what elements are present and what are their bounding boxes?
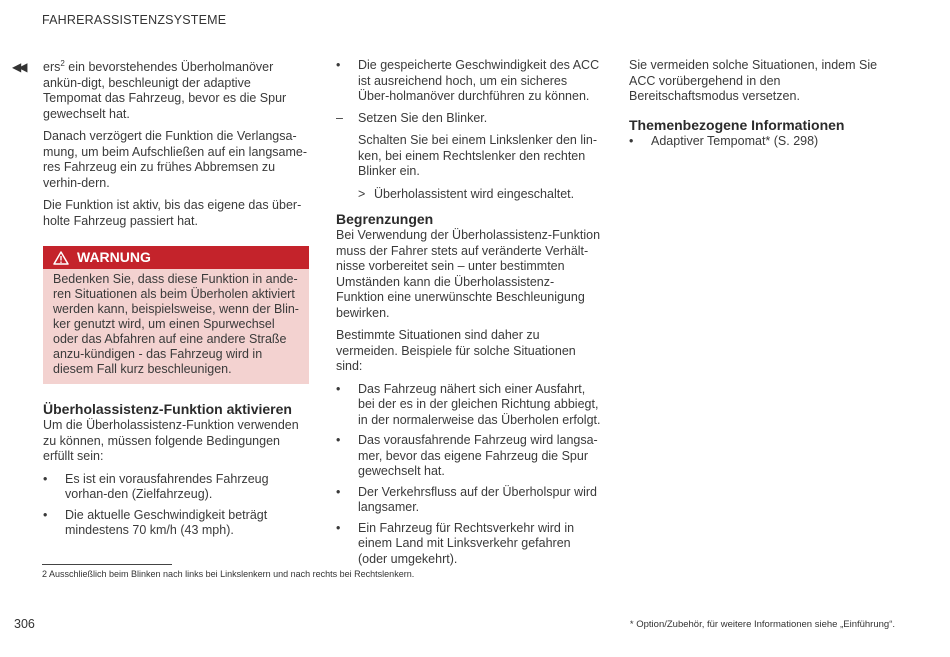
paragraph: Um die Überholassistenz-Funktion verwenden zu können, müssen folgende Bedingungen erfüllt sein:	[43, 418, 299, 463]
back-arrows-icon[interactable]: ◀◀	[12, 60, 25, 74]
option-note: * Option/Zubehör, für weitere Informationen siehe „Einführung“.	[629, 619, 895, 630]
list-item: • Der Verkehrsfluss auf der Überholspur wird langsamer.	[336, 484, 597, 514]
bullet-list	[336, 382, 601, 568]
warning-header	[43, 246, 309, 269]
step-item: – Setzen Sie den Blinker.	[336, 110, 488, 125]
paragraph: Bei Verwendung der Überholassistenz-Funktion muss der Fahrer stets auf veränderte Verhält-nisse vorbereitet sein – unter bestimmten Umständen kann die Überholassistenz-Funktion eine unerwünschte Beschleunigung bewirken.	[336, 228, 601, 320]
section-title: Begrenzungen	[336, 211, 434, 227]
bullet-list	[336, 58, 601, 105]
paragraph: ers$^2$ ein bevorstehendes Überholmanöver ankün-digt, beschleunigt der adaptive Tempomat das Fahrzeug, bevor es die Spur gewechselt hat.	[43, 58, 287, 121]
related-links	[629, 134, 889, 150]
bullet-list	[43, 472, 309, 539]
list-item: • Das Fahrzeug nähert sich einer Ausfahrt, bei der es in der gleichen Richtung abbiegt, in der normalerweise das Überholen erfolgt.	[336, 381, 601, 427]
footnote-divider	[42, 564, 172, 565]
list-item: • Das vorausfahrende Fahrzeug wird langsa-mer, bevor das eigene Fahrzeug die Spur gewechselt hat.	[336, 433, 598, 478]
column-middle	[336, 58, 601, 573]
warning-box	[43, 246, 309, 384]
footnote-ref[interactable]: 2	[60, 58, 65, 68]
paragraph: Sie vermeiden solche Situationen, indem Sie ACC vorübergehend in den Bereitschaftsmodus versetzen.	[629, 58, 878, 103]
warning-title: WARNUNG	[77, 248, 151, 265]
column-right	[629, 58, 889, 155]
step-result: > Überholassistent wird eingeschaltet.	[358, 186, 575, 201]
list-item: • Die gespeicherte Geschwindigkeit des ACC ist ausreichend hoch, um ein sicheres Über-holmanöver durchführen zu können.	[336, 58, 600, 103]
related-link[interactable]: • Adaptiver Tempomat* (S. 298)	[629, 133, 819, 148]
warning-text: Bedenken Sie, dass diese Funktion in ande-ren Situationen als beim Überholen aktiviert werden kann, beispielsweise, wenn der Blin-ker genutzt wird, um einen Spurwechsel oder das Abfahren auf eine andere Straße anzu-kündigen - das Fahrzeug wird in diesem Fall kurz beschleunigen.	[53, 272, 299, 376]
list-item: • Es ist ein vorausfahrendes Fahrzeug vorhan-den (Zielfahrzeug).	[43, 471, 269, 501]
footnote: 2 Ausschließlich beim Blinken nach links bei Linkslenkern und nach rechts bei Rechtslenkern.	[42, 569, 415, 579]
page-number: 306	[14, 617, 35, 631]
list-item: • Ein Fahrzeug für Rechtsverkehr wird in einem Land mit Linksverkehr gefahren (oder umgekehrt).	[336, 520, 575, 566]
column-left	[43, 60, 309, 545]
list-item: • Die aktuelle Geschwindigkeit beträgt mindestens 70 km/h (43 mph).	[43, 507, 268, 537]
page-header: FAHRERASSISTENZSYSTEME	[42, 13, 227, 27]
warning-triangle-icon	[53, 251, 69, 265]
section-title: Überholassistenz-Funktion aktivieren	[43, 401, 292, 417]
paragraph: Danach verzögert die Funktion die Verlangsa-mung, um beim Aufschließen auf ein langsame-res Fahrzeug ein zu frühes Abbremsen zu verhin-dern.	[43, 129, 308, 190]
section-title: Themenbezogene Informationen	[629, 116, 845, 133]
paragraph: Schalten Sie bei einem Linkslenker den lin-ken, bei einem Rechtslenker den rechten Blinker ein.	[358, 133, 598, 178]
paragraph: Die Funktion ist aktiv, bis das eigene das über-holte Fahrzeug passiert hat.	[43, 198, 302, 228]
paragraph: Bestimmte Situationen sind daher zu vermeiden. Beispiele für solche Situationen sind:	[336, 328, 576, 373]
